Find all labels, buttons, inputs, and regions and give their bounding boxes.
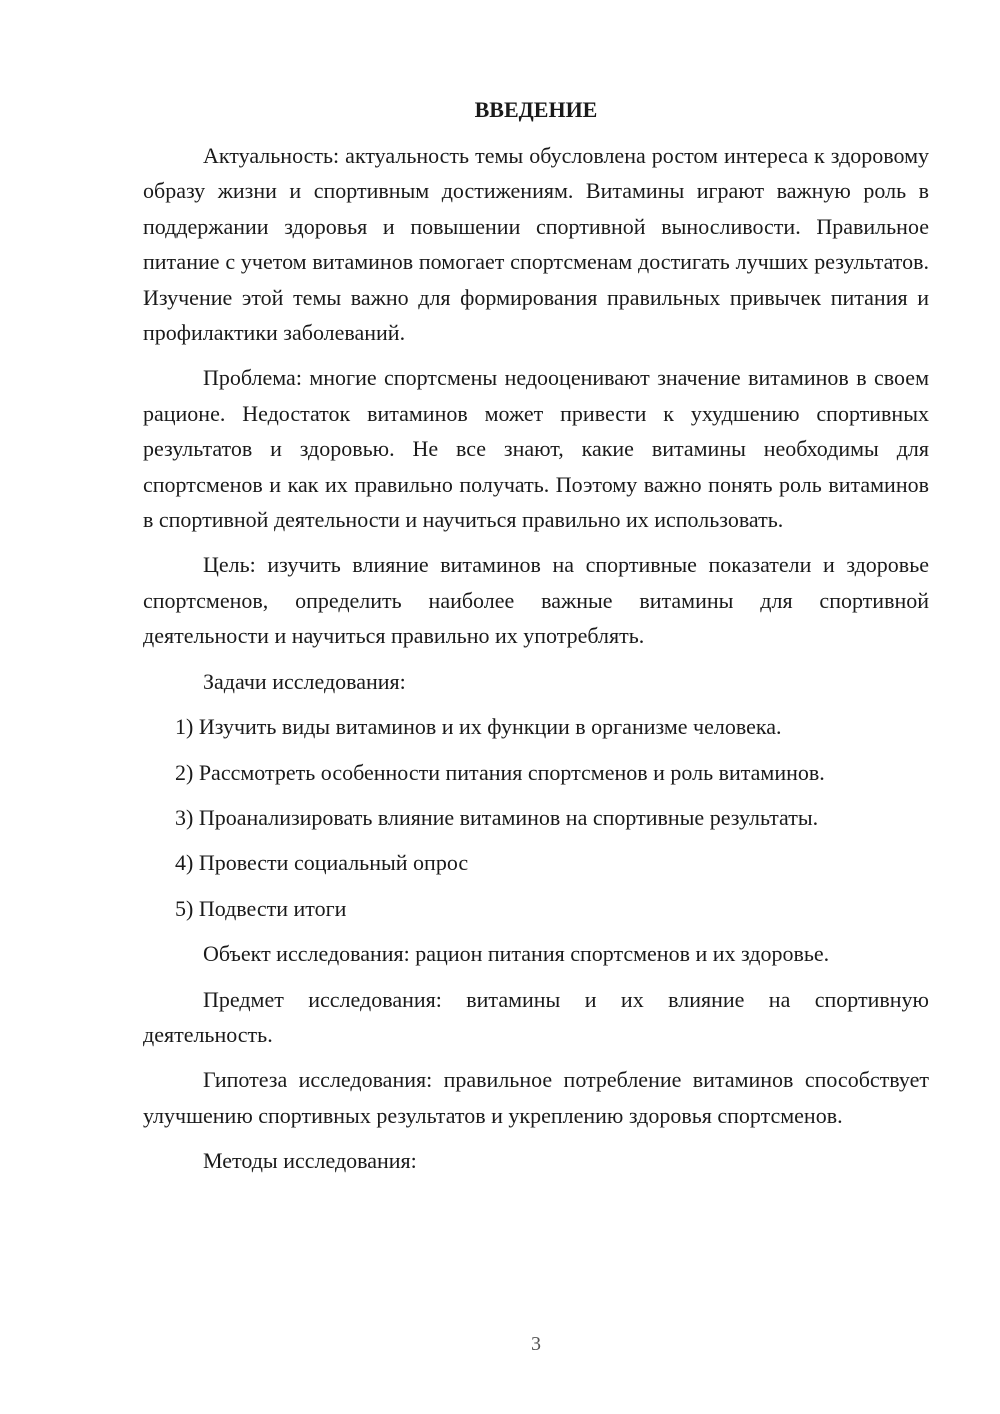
tasks-heading: Задачи исследования:: [203, 668, 406, 694]
problem-paragraph: Проблема: многие спортсмены недооценивают значение витаминов в своем рационе. Недостаток витаминов может привести к ухудшению спортивных результатов и здоровью. Не все знают, какие витамины необходимы для спортсменов и как их правильно получать. Поэтому важно понять роль витаминов в спортивной деятельности и научиться правильно их использовать.: [143, 365, 929, 533]
task-item: 4) Провести социальный опрос: [175, 850, 469, 876]
task-item: 3) Проанализировать влияние витаминов на спортивные результаты.: [175, 804, 819, 830]
object-paragraph: Объект исследования: рацион питания спортсменов и их здоровье.: [203, 941, 830, 967]
task-item: 2) Рассмотреть особенности питания спортсменов и роль витаминов.: [175, 759, 825, 785]
section-title: ВВЕДЕНИЕ: [474, 97, 598, 122]
hypothesis-paragraph: Гипотеза исследования: правильное потребление витаминов способствует улучшению спортивных результатов и укреплению здоровья спортсменов.: [143, 1067, 929, 1128]
page-number: 3: [531, 1333, 541, 1355]
task-item: 5) Подвести итоги: [175, 895, 347, 921]
task-item: 1) Изучить виды витаминов и их функции в организме человека.: [175, 714, 782, 740]
methods-heading: Методы исследования:: [203, 1148, 417, 1174]
relevance-paragraph: Актуальность: актуальность темы обусловлена ростом интереса к здоровому образу жизни и спортивным достижениям. Витамины играют важную роль в поддержании здоровья и повышении спортивной выносливости. Правильное питание с учетом витаминов помогает спортсменам достигать лучших результатов. Изучение этой темы важно для формирования правильных привычек питания и профилактики заболеваний.: [143, 143, 929, 346]
document-page: [143, 92, 929, 1179]
subject-paragraph: Предмет исследования: витамины и их влияние на спортивную деятельность.: [143, 986, 929, 1047]
goal-paragraph: Цель: изучить влияние витаминов на спортивные показатели и здоровье спортсменов, определить наиболее важные витамины для спортивной деятельности и научиться правильно их употреблять.: [143, 552, 929, 649]
